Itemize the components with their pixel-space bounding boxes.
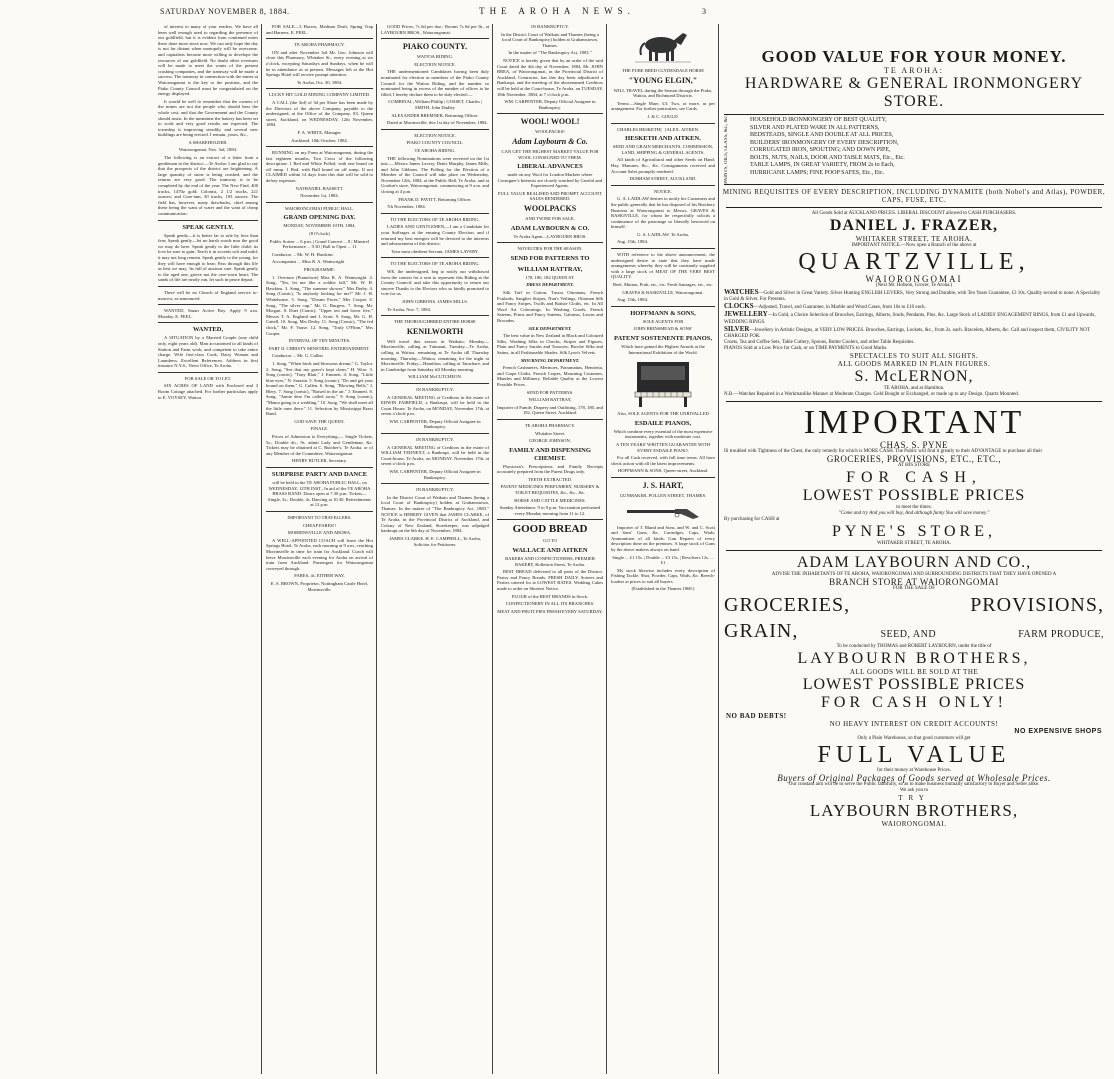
horse-name: "YOUNG ELGIN,"	[628, 75, 698, 85]
farm-word: FARM PRODUCE,	[1018, 629, 1104, 641]
withdrawal-letter: WE, the undersigned, beg to notify our withdrawal from the contest for a seat to represent this Riding at the County Council, and take this opportunity to return our sincere Thanks to the Electors who so kindly promised to vote for us.	[381, 269, 489, 297]
goods-text: —Jewellery in Artistic Designs, at VERY LOW PRICES. Brooches, Earrings, Lockets, &c., from 2s. each. Bracelets, Alberts, &c. Call and inspect them, CIVILITY NOT CHARGED FOR.	[724, 327, 1090, 339]
groceries-row	[720, 592, 1108, 618]
news-item: The following is an extract of a letter from a gentleman in the district:—Te Aroha: I am glad to say that the prospects of the district are brightening. A large quantity of stone is being crushed, and the returns are very good. The tramway is to be completed by the end of the year. The New Find, 400 trucks, 1470z gold; Colonist, 2 1/2 trucks, 221 ounces; and Cure-tam, 30 trucks, 103 ounces. The field has, however, many drawbacks, chief among these being the want of water and the want of cheap communication.	[158, 155, 258, 216]
bankruptcy-court: In the District Court of Waikato and Thames (being a local Court of Bankruptcy) holden at Grahamstown, Thames.	[501, 31, 599, 48]
conducted-by: To be conducted by THOMAS and ROBERT LAYBOURN, under the title of	[836, 644, 992, 650]
also-agents: Also, SOLE AGENTS FOR THE UNRIVALLED	[617, 411, 709, 417]
waiorongomai-2: WAIORONGOMAI.	[881, 820, 947, 829]
rattray-text: Importer of Family Drapery and Outfitting, 178, 180, and 182, Queen Street, Auckland.	[497, 404, 603, 416]
wool-title: WOOL! WOOL!	[520, 117, 580, 127]
issue-date: SATURDAY NOVEMBER 8, 1884.	[160, 7, 290, 16]
auckland-prices: All Goods Sold at AUCKLAND PRICES. LIBERAL DISCOUNT allowed to CASH PURCHASERS.	[811, 210, 1017, 216]
plain-figures: ALL GOODS MARKED IN PLAIN FIGURES.	[837, 360, 991, 369]
divider	[726, 401, 1102, 402]
column-5	[608, 24, 718, 1074]
flour: FLOUR of the BEST BRANDS in Stock.	[511, 593, 589, 599]
bakery: BAKERS AND CONFECTIONERS, PREMIER BAKERY, Rolleston Street, Te Aroha.	[505, 556, 595, 567]
partner-left: CHARLES HESKETH]	[617, 126, 662, 132]
gun-illustration	[623, 502, 703, 522]
returning-officer: ALEXANDER BREMNER, Returning Officer.	[391, 112, 479, 118]
firm-name: HESKETH AND AITKEN.	[625, 135, 701, 143]
nominations: THE following Nominations were received on the 1st inst.:—Messrs James Lavery, Denis Murphy, James Mills, and John Gibbons. The Polling for the Election of a Member of the Council will take place on Wednesday, November 12th, 1884, at the Public Hall, Te Aroha, and at Gordon's store, Waiorongomai, commencing at 9 a.m. and closing at 4 p.m.	[381, 155, 489, 195]
horse-route: Will travel this season in Waikato: Monday—Morrinsville, calling at Tatuanui, Tuesday—Te Aroha, calling at Waitoa, remaining at Te Aroha till Thursday morning. Thursday—Waitoa, remaining for the night at Morrinsville. Friday—Hamilton, calling at Tauwhare, and in Cambridge from Saturday till Monday morning.	[381, 338, 489, 372]
bankruptcy-text: NOTICE is hereby given that by an order of the said Court dated the 4th day of November, 1884, Mr. JOHN BREA, of Waiorongomai, in the Provincial District of Auckland, Contractor, has this day been adjudicated a Bankrupt, and the meeting of the abovenamed Creditors will be held at the Court-house, Te Aroha, on TUESDAY, 18th November, 1884, at 7 o'clock p.m.	[497, 57, 603, 97]
divider	[266, 146, 373, 147]
goods-heading: SILVER	[724, 324, 750, 333]
cattle-notice: RUNNING on my Farm at Waiorongomai, during the last eighteen months, Two Cows of the following description: 1 Red and White Polled, with one brand on off rump. 1 Red, with Bull brand on off rump. If not CLAIMED within 14 days from this date will be sold to defray expenses.	[266, 150, 373, 184]
company-sign: F. A. WHITE, Manager.	[297, 129, 342, 135]
pharmacy-notice: ON and after November 3rd Mr. Geo. Johnson will close this Pharmacy, Whitaker St., every evening at six o'clock, excepting Saturdays and Sundays, when he will be in attendance as at present. Messages left at the Hot Springs Hotel will receive prompt attention.	[266, 49, 373, 78]
letter-place: Waiorongomai, Nov. 3rd, 1884.	[178, 147, 238, 153]
poem-title: SPEAK GENTLY.	[182, 223, 234, 231]
partners	[611, 127, 715, 133]
repairs-note: N.B.—Watches Repaired in a Workmanlike Manner at Moderate Charges. Gold Bought or Exchanged, or made up to any Design. Quartz Mounted.	[724, 392, 1020, 398]
divider	[158, 322, 258, 323]
clocks-line	[720, 303, 1108, 311]
company-title: LUCKY HIT GOLD MINING COMPANY LIMITED.	[268, 92, 371, 98]
divider	[381, 129, 489, 130]
no-heavy-interest: NO HEAVY INTEREST ON CREDIT ACCOUNTS!	[829, 720, 999, 729]
waiorongomai: WAIORONGOMAI	[865, 273, 963, 284]
adam-laybourn: ADAM LAYBOURN AND CO.,	[796, 554, 1032, 572]
county-title: PIAKO COUNTY.	[402, 42, 468, 52]
column-3	[378, 24, 492, 1074]
no-expensive-shops: NO EXPENSIVE SHOPS	[1014, 728, 1102, 736]
list-item: BUILDERS' IRONMONGERY OF EVERY DESCRIPTION,	[750, 139, 899, 146]
divider	[381, 257, 489, 258]
no-bad-debts: NO BAD DEBTS!	[726, 712, 787, 721]
teeth: TEETH EXTRACTED.	[527, 476, 573, 482]
lowest-prices: LOWEST POSSIBLE PRICES	[802, 487, 1026, 505]
advances-title: LIBERAL ADVANCES	[517, 163, 583, 171]
fares: FARES, 4s. EITHER WAY.	[294, 573, 345, 579]
frazer-address: WHITAKER STREET, TE AROHA.	[855, 234, 973, 243]
part-two: PART II. CHRISTY MINSTREL ENTERTAINMENT.	[269, 345, 370, 351]
notice-title: NOTICE.	[654, 188, 672, 194]
divider	[381, 433, 489, 434]
hoffmann-name: HOFFMANN & SONS,	[630, 309, 696, 317]
bankruptcy-text: A GENERAL MEETING of Creditors in the estate of WILLIAM TEDNEXT, a Bankrupt, will be held in the Court-house, Te Aroha, on MONDAY, November 17th, at seven o'clock p.m.	[381, 444, 489, 467]
company-notice: A CALL (the 3rd) of 3d per Share has been made by the Directors of the above Company, payable to the undersigned, at the Office of the Company, 83, Queen street, Auckland, on WEDNESDAY, 12th November, 1884.	[266, 99, 373, 128]
watches-line	[720, 289, 1108, 303]
laidlaw-sign: G. A. LAIDLAW. Te Aroha.	[637, 231, 689, 237]
groceries-line: GROCERIES, PROVISIONS, ETC., ETC.,	[826, 454, 1002, 465]
bankruptcy-sign: WM. CARPENTER, Deputy Official Assignee in Bankruptcy.	[504, 99, 596, 110]
wanted-title: WANTED,	[192, 326, 224, 334]
coach-text: A WELL-APPOINTED COACH will leave the Hot Springs Hotel, Te Aroha, each morning at 9 a.m., reaching Morrinsville in time for train for Auckland. Coach will leave Morrinsville each evening for Aroha on arrival of train from Auckland. Passengers for Waiorongomai conveyed through.	[266, 537, 374, 571]
full-value: FULL VALUE	[817, 742, 1011, 769]
column-rule	[261, 24, 262, 1074]
letter-text: It would be well to remember that the owners of the mines are not the people who should bear the whole cost, and that the Government and the County should assist. In the meantime the battery has been set to work and very good results are expected. The township is improving steadily, and several new buildings are being erected. I remain, yours, &c.,	[158, 98, 258, 138]
laidlaw-date: Aug. 15th, 1884.	[617, 239, 649, 245]
pyne-name: CHAS. S. PYNE	[879, 440, 948, 451]
esdaile-pianos: ESDAILE PIANOS,	[634, 419, 692, 427]
grand-date: MONDAY, NOVEMBER 10TH, 1884.	[283, 223, 356, 229]
poem-text: Speak gently—it is better far to rule by love than fear; Speak gently—let no harsh words mar the good we may do here. Speak gently to the little child; its love be sure to gain; Teach it in accents soft and mild; it may not long remain. Speak gently to the young, for they will have enough to bear; Pass through this life as best we may, 'tis full of anxious care. Speak gently to the aged one, grieve not the care-worn heart; The sands of life are nearly run, let such in peace depart.	[158, 232, 258, 283]
company-date: Auckland, 18th October, 1884.	[291, 137, 348, 143]
silk-title: SILK DEPARTMENT.	[528, 325, 572, 331]
branch-notice: IMPORTANT NOTICE.—Now open a Branch of the above at	[851, 242, 977, 248]
divider	[266, 467, 373, 468]
list-item: CORRUGATED IRON, SPOUTING; AND DOWN PIPE,	[750, 147, 891, 153]
hardware-items	[748, 115, 1104, 184]
dress-text: Silk Tuff in Cotton, Tussor Ottomans, French Foulards, Sanglier Stripes, Nun's Veilings, Ottoman Silk and Fancy Stripes, Twills and Batiste Cloths, etc. In All Wool Art Colourings. In Washing Goods, French Sateens, Prints and Fancy Sateens, Galateas, Lawns and Brocades.	[497, 290, 603, 323]
rattray-address: 178, 180, 182 QUEEN ST.	[525, 274, 575, 280]
wool-value: CAN GET THE HIGHEST MARKET VALUE FOR WOOL CONSIGNED TO THEM.	[501, 148, 599, 160]
wanted-ad: WANTED, Smart Active Boy. Apply 9 a.m. Monday. E. PEEL.	[158, 308, 258, 319]
divider	[497, 242, 603, 243]
rattray-name: WILLIAM RATTRAY,	[517, 265, 583, 273]
horse-terms: Terms:—Single Mare, £3; Two, or more, as per arrangement. For further particulars, see Cards.	[611, 100, 715, 112]
pianos-sold: PIANOS Sold at a Low Price for Cash, or on TIME PAYMENTS to Good Marks.	[724, 346, 888, 352]
column-4	[494, 24, 606, 1074]
list-item: HOUSEHOLD IRONMONGERY OF BEST QUALITY,	[750, 117, 887, 123]
all-goods: ALL GOODS WILL BE SOLD AT THE	[849, 668, 979, 677]
laybourn-name: Adam Laybourn & Co.	[512, 136, 588, 146]
mourning-title: MOURNING DEPARTMENT.	[520, 357, 580, 363]
column-2	[263, 24, 376, 1074]
bankruptcy-title: IN BANKRUPTCY.	[416, 386, 454, 392]
try: TRY	[898, 794, 930, 803]
divider	[497, 519, 603, 520]
divider	[497, 113, 603, 114]
election-date: 7th November, 1884.	[387, 204, 426, 210]
groceries-word: GROCERIES,	[724, 594, 851, 617]
bankruptcy-title: IN BANKRUPTCY.	[531, 24, 569, 29]
goods-heading: WATCHES	[724, 287, 759, 296]
grand-doors: (8 O'clock)	[309, 231, 330, 237]
anthem: GOD SAVE THE QUEEN.	[294, 418, 345, 424]
programme-title: PROGRAMME:	[304, 267, 335, 272]
adam-laybourn: ADAM LAYBOURN & CO.	[510, 224, 590, 232]
rattray-name-2: WILLIAM RATTRAY,	[528, 397, 572, 403]
divider	[158, 286, 258, 287]
election-title: ELECTION NOTICE.	[414, 132, 456, 138]
advise-text: ADVISE THE INHABITANTS OF TE AROHA, WAIORONGOMAI AND SURROUNDING DISTRICTS THAT THEY HAVE OPENED A	[771, 572, 1057, 578]
travellers-title: IMPORTANT TO TRAVELLERS.	[287, 514, 352, 520]
warehouse-line: Only a Plain Warehouse, so that good customers will get	[857, 736, 971, 742]
cheap-fares: CHEAP FARES!!	[302, 522, 337, 528]
pharmacy-title: TE AROHA PHARMACY.	[294, 42, 345, 48]
bankruptcy-sign: JAMES CLARKE. H. E. CAMPBELL, Te Aroha, Solicitor for Petitioner.	[389, 535, 481, 547]
hall-title: WAIORONGOMAI PUBLIC HALL.	[284, 205, 355, 211]
woolpacks-title: WOOLPACKS	[523, 204, 577, 214]
quartzville: QUARTZVILLE,	[798, 248, 1030, 275]
divider	[266, 202, 373, 203]
gunmaker: GUNMAKER, POLLEN STREET, THAMES.	[619, 492, 707, 498]
lowest-possible: LOWEST POSSIBLE PRICES	[802, 676, 1026, 694]
horse-owner: WILLIAM McCUTCHEON.	[408, 374, 462, 380]
bankruptcy-matter: In the matter of "The Bankruptcy Act, 1883."	[508, 50, 592, 56]
cattle-sign: NATHANIEL BASSETT.	[295, 185, 344, 191]
partner-right: [ALEX. AITKEN.	[665, 126, 700, 132]
candidate-sign: Your most obedient Servant, JAMES LAVERY.	[391, 248, 479, 254]
important-heading: IMPORTANT	[803, 404, 1025, 442]
horse-illustration	[633, 27, 693, 65]
list-item: SILVER AND PLATED WARE IN ALL PATTERNS,	[750, 124, 880, 131]
pynes-store: PYNE'S STORE,	[832, 523, 996, 541]
riding: TE AROHA RIDING.	[414, 147, 456, 153]
electors-title: TO THE ELECTORS OF TE AROHA RIDING.	[390, 261, 480, 267]
guarantee: A TEN YEARS' WRITTEN GUARANTEE WITH EVERY ESDAILE PIANO.	[616, 441, 710, 453]
letter-signoff: A SHAREHOLDER.	[188, 139, 228, 145]
accompanist: Accompanist ... Miss R. A. Wainwright	[272, 259, 345, 265]
advances-text: made on any Wool for London Markets where Consigner's Interests are closely watched by Careful and Experienced Agents.	[497, 172, 603, 189]
pies: MEAT AND FRUIT PIES FRESH EVERY SATURDAY.	[497, 608, 603, 614]
horse-title: THE PURE BRED CLYDESDALE HORSE	[621, 68, 705, 73]
laybourn-brothers-2: LAYBOURN BROTHERS,	[809, 801, 1019, 821]
council: PIAKO COUNTY COUNCIL.	[406, 140, 464, 146]
for-sale-of: FOR THE SALE OF	[893, 586, 935, 592]
election-title: ELECTION NOTICE.	[414, 61, 456, 67]
hardware-list	[724, 114, 1104, 185]
brinsmead: JOHN BRINSMEAD & SONS'	[633, 326, 693, 332]
silk-text: The best value in New Zealand in Black and Coloured Silks, Washing Silks in Checks, Stripes and Figures, Plain and Fancy Surahs and Tussores, Broche Silks and Satins, in all Fashionable Shades. Silk Lyon's Velvets.	[497, 333, 603, 355]
finale: FINALE.	[310, 426, 329, 432]
meats: Beef, Mutton, Pork, etc., etc. Fresh Sausages, etc., etc.	[612, 282, 713, 288]
fishing: My stock likewise includes every description of Fishing Tackle. Shot, Powder, Caps, Wads, &c. Breech-loaders at prices to suit all buyers.	[611, 567, 715, 584]
masthead	[0, 0, 1114, 22]
divider	[497, 419, 603, 420]
bankruptcy-text: In the District Court of Waikato and Thames (being a local Court of Bankruptcy) holden at Grahamstown, Thames. In the matter of "The Bankruptcy Act, 1883." NOTICE is HEREBY GIVEN that JAMES CLARKE, of Te Aroha, in the Provincial District of Auckland, and Colony of New Zealand, Storekeeper, was adjudged bankrupt on the 6th day of November, 1884.	[381, 494, 489, 534]
silver-line	[720, 326, 1108, 340]
seeds-text: All kinds of Agricultural and other Seeds on Hand. Hay, Manures, &c., &c. Consignments received and Account Sales promptly rendered.	[611, 157, 715, 174]
divider	[726, 550, 1102, 551]
withdrawal-sign: JOHN GIBBONS. JAMES MILLS.	[402, 298, 468, 304]
divider	[381, 213, 489, 214]
baker-name: WALLACE AND AITKEN	[512, 547, 588, 555]
provisions-word: PROVISIONS,	[970, 594, 1104, 617]
goods-heading: JEWELLERY	[724, 310, 768, 319]
purchase-line: By purchasing for CASH at	[724, 517, 780, 523]
forsale-ad: FOR SALE—3 Horses, Medium Draft, Spring Trap and Harness. E. PEEL.	[266, 24, 373, 35]
returning-officer: FRANK D. PAVITT, Returning Officer.	[398, 196, 472, 202]
pharmacy-street: Whitaker Street.	[534, 430, 566, 436]
ask-you: We ask you to	[899, 788, 929, 794]
bread-text: BEST BREAD delivered to all parts of the District. Pastry and Fancy Breads. FRESH DAILY. Soirees and Parties catered for at LOWEST RATES. Wedding Cakes made to order on Shortest Notice.	[497, 569, 603, 591]
hart-name: J. S. HART,	[642, 480, 684, 490]
letter-text: of interest to many of your readers. We have all been well enough used to regarding the presence of our goldfield, but it is evident from continued notes there done more since now. We can only hope the day is not far distant when monopoly will be overcome, and capitalists become more willing to develope the resources of our goldfield. No doubt other overtures will be made to meet the wants of the present crushing companies, and the tramway will be made a success. The tramway in connection with the mines at Waiorongomai is the key to the position, and the Piako County Council must be congratulated on the energy displayed.	[158, 24, 258, 97]
interval: INTERVAL OF TEN MINUTES.	[288, 338, 351, 344]
divider	[381, 38, 489, 39]
divider	[158, 304, 258, 305]
divider	[611, 185, 715, 186]
divider	[381, 383, 489, 384]
agent: Te Aroha Agent—LAYBOURN BROS.	[513, 233, 587, 239]
confectionery: CONFECTIONERY IN ALL ITS BRANCHES.	[505, 601, 595, 607]
for-money: for their money at Warehouse Prices.	[877, 768, 951, 774]
send-patterns: SEND FOR PATTERNS TO	[510, 254, 590, 262]
display-ads	[720, 48, 1108, 1073]
grand-list: Public Soiree ... 6 p.m. | Grand Concert ... 8 | Minstrel Performance ... 9.30 | Ball to Open ... 11	[269, 238, 370, 250]
vertical-label: PAINTS, OILS, GLASS, &c., &c.	[724, 115, 729, 184]
bankruptcy-title: IN BANKRUPTCY.	[416, 437, 454, 443]
divider	[611, 306, 715, 307]
horse-medicines: HORSE AND CATTLE MEDICINES.	[514, 497, 586, 503]
constant-aim: Our constant aim will be to serve the Public faithfully, so as to make business mutually satisfactory to Buyer and Seller alike.	[788, 782, 1040, 788]
forsale-title: FOR SALE OR TO LET.	[184, 375, 232, 381]
dress-title: DRESS DEPARTMENT.	[526, 282, 574, 288]
mclernon-place: TE AROHA, and at Hamilton.	[883, 386, 945, 392]
patent-pianos: PATENT SOSTENENTE PIANOS,	[613, 335, 713, 342]
grain-row	[720, 618, 1108, 644]
secretary: HENRY BUTLER, Secretary.	[292, 458, 347, 464]
grand-title: GRAND OPENING DAY.	[283, 214, 356, 222]
divider	[611, 123, 715, 124]
mining-requisites: MINING REQUISITES OF EVERY DESCRIPTION, INCLUDING DYNAMITE (both Nobel's and Atlas), POWDER, CAPS, FUSE, ETC.	[722, 187, 1106, 204]
awards: Which have gained the Highest Awards at the International Exhibition of the World.	[621, 344, 705, 355]
good-bread: GOOD BREAD	[512, 523, 588, 536]
pharmacy-title: TE AROHA PHARMACY.	[524, 422, 576, 428]
hours: Sunday Attendance, 9 to 9 p.m. Vaccination performed every Monday morning from 11 to 12.	[499, 505, 601, 516]
good-value-heading: GOOD VALUE FOR YOUR MONEY.	[761, 48, 1067, 66]
pyne-address: WHITAKER STREET, TE AROHA.	[877, 541, 951, 547]
divider	[266, 38, 373, 39]
goods-heading: CLOCKS	[724, 302, 754, 311]
conductor: Conductor ... Mr. G. Cullen	[272, 353, 323, 359]
hardware-heading: HARDWARE & GENERAL IRONMONGERY STORE.	[744, 75, 1084, 110]
church-notice: There will be no Church of England service to-morrow, as announced.	[158, 289, 258, 301]
cruets: Cruets, Tea and Coffee Sets, Table Cutlery, Spoons, Butter Coolers, and other Table Requisites.	[724, 340, 915, 346]
hart-text: Importer of T. Bland and Sons, and W. and C. Scott and Sons' Guns, &c. Cartridges, Caps, Wads, Ammunition of all kinds. Gun Repairs of every description done on the premises. A large stock of Guns by the above makers always on hand.	[611, 524, 715, 552]
bankruptcy-title: IN BANKRUPTCY.	[416, 487, 454, 493]
divider	[266, 88, 373, 89]
horse-owner: J. & C. GOULD.	[647, 113, 679, 119]
pyne-text: IS troubled with Tightness of the Chest, the only remedy for which is MORE CASH. The Public will find it greatly to their ADVANTAGE to purchase all their	[724, 449, 1043, 455]
divider	[266, 511, 373, 512]
horse-route: WILL TRAVEL during the Season through the Piako, Waitoa, and Richmond Districts.	[613, 87, 713, 99]
pharmacy-date: Te Aroha, Oct. 30, 1884.	[296, 79, 343, 85]
grain-word: GRAIN,	[724, 620, 799, 643]
divider	[381, 315, 489, 316]
goods-text: —In Gold, a Choice Selection of Brooches, Earrings, Alberts, Studs, Pendants, Pins, &c. Large Stock of LADIES' ENGAGEMENT RINGS, from £1 and Upwards, WEDDING RINGS.	[724, 313, 1096, 325]
cattle-date: November 1st, 1884.	[300, 193, 339, 199]
firm-description: SEED AND GRAIN MERCHANTS, COMMISSION, LAND, SHIPPING & GENERAL AGENTS.	[612, 144, 714, 155]
divider	[381, 483, 489, 484]
te-aroha: TE AROHA:	[884, 66, 944, 75]
divider	[158, 220, 258, 221]
mclernon-name: S. McLERNON,	[854, 368, 974, 386]
chemist-title: FAMILY AND DISPENSING CHEMIST.	[509, 446, 591, 462]
jewellery-line	[720, 311, 1108, 325]
mourning-text: French Cashmeres, Merinoes, Parramattas, Henrietta, and Crape Cloths, French Crapes, Mourning Costumes, Mantles and Millinery. Reliable Quality at the Lowest Possible Prices.	[497, 365, 603, 387]
graves-sign: GRAVES & BASKIVILLE, Waiorongomai.	[622, 289, 704, 295]
election-date: Dated at Morrinsville, this 1st day of November, 1884.	[387, 120, 488, 126]
graves-date: Aug. 15th, 1884.	[617, 297, 649, 303]
forsale-ad: SIX ACRES OF LAND with Enclosed and 3 Room Cottage attached. For further particulars apply to E. VOYSEY, Waitoa.	[158, 383, 258, 400]
twine: AND TWINE FOR SALE.	[525, 216, 575, 222]
divider	[726, 207, 1102, 208]
novelties: NOVELTIES FOR THE SEASON.	[517, 246, 583, 252]
list-item: HURRICANE LAMPS; FINE POOP SAFES, Etc., Etc.	[750, 169, 885, 176]
page-number: 3	[702, 7, 707, 16]
list-item: BEDSTEADS, SINGLE AND DOUBLE AT ALL PRICES,	[750, 132, 894, 138]
goods-text: —Gold and Silver in Great Variety. Silver Hunting ENGLISH LEVERS, Very Strong and Durable, with Ten Years Guarantee, £3 10s. Quality second to none. A Speciality in Gold & Silver. For Presents.	[724, 290, 1101, 302]
gun-prices: Single ... £1 15s. | Double ... £3 15s. | Revolvers 12s. ... £1	[612, 554, 714, 566]
column-1	[155, 24, 261, 1074]
programme: 1. Song, "When birds and blossoms dream," G. Taylor. 2. Song, "See that my grave's kept clean," H. Wise. 3. Song (comic), "Tony Blair," J. Emmett. 4. Song, "Little blue eyes," N. Sarazin. 5. Song (comic), "Do and get your hound on them," G. Cullen. 6. Song, "Blowing Bells," J. Blery. 7. Song (comic), "Raised in the air." J. Emmett. 8. Song, "Annie dear I'm called away." 9. Song (comic), "Mama going to a wedding." 10. Song, "We shall meet all the little ones there." 11. Selection by Mississippi Brass Band.	[266, 360, 373, 417]
column-rule	[718, 24, 719, 1074]
laybourn-brothers: LAYBOURN BROTHERS,	[797, 650, 1031, 668]
spectacles: SPECTACLES TO SUIT ALL SIGHTS.	[849, 352, 979, 361]
route: MORRINSVILLE AND AROHA.	[287, 530, 352, 536]
piano-illustration	[631, 358, 695, 408]
established: (Established in the Thames 1868.)	[631, 586, 695, 592]
sole-agents: SOLE AGENTS FOR	[642, 318, 684, 324]
horse-title: THE THOROUGHBRED ENTIRE HORSE	[394, 319, 476, 325]
programme: 1. Overture (Pianoforte) Miss R. A. Wainwright. 2. Song, "Yes, let me like a soldier fall," Mr. W. H. Hawkins. 3. Song, "The summer shower." Mrs Derby. 4. Song (Comic), "Is anybody looking for me?" Mr. J. H. Whitehouse. 5. Song, "Dream Faces," Mrs Cooper. 6. Song, "The silver cup," Mr. G. Burgess. 7. Song, Mr. Morgan. 8. Duet (Comic), "Upper ten and lower five," Messrs T. A. England and J. Scott. 9. Song, Mr. G. H. Cattell. 10. Song, Mrs Derby. 11. Song (Comic), "The fed chick," Mr. F. Vause. 12. Song, "Truly O'Flinn," Mrs Cooper.	[266, 274, 373, 336]
prices: Prices of Admission to Everything:— Single Tickets, 5s.; Double do., 9s. admit Lady and Gentleman, &c. Tickets may be obtained at C. Butcher's, Te Aroha, or of any Member of the Committee, Waiorongomai.	[266, 434, 373, 456]
divider	[611, 477, 715, 478]
for-cash: FOR CASH,	[846, 469, 982, 487]
esdaile-text: Which combine every essential of the most expensive instruments, together with moderate cost.	[613, 428, 713, 440]
wanted-ad: A SITUATION by a Married Couple (one child only, eight years old). Man accustomed to all kinds of Station and Farm work, and competent to take entire charge. Wife first-class Cook, Dairy Woman and Laundress. Excellent References. Address in first instance N.Y.S., News Office, Te Aroha.	[158, 335, 258, 369]
laidlaw-notice: G. A. LAIDLAW desires to notify his Customers and the public generally that he has disposed of his Butchery Business at Waiorongomai to Messrs. GRAVES & BASKIVILLE, for whom he respectfully solicits a continuance of the patronage so liberally bestowed on himself.	[611, 196, 715, 230]
for-cash-only: FOR CASH ONLY!	[821, 694, 1007, 712]
meet-times: to meet the times.	[896, 505, 932, 511]
elected-names: COMBINAL, William Phillip | GOSSET, Charles | SMITH, John Dudley	[388, 99, 482, 110]
branch-store: BRANCH STORE AT WAIORONGOMAI	[829, 577, 999, 588]
bankruptcy-text: A GENERAL MEETING of Creditors in the estate of EDWIN FAIRFIELD, a Bankrupt, will be held in the Court House, Te Aroha, on MONDAY, November 17th, at seven o'clock p.m.	[381, 394, 489, 417]
electors-title: TO THE ELECTORS OF TE AROHA RIDING.	[390, 216, 480, 222]
bankruptcy-sign: WM. CARPENTER, Deputy Official Assignee in Bankruptcy.	[389, 469, 481, 480]
patent-medicines: PATENT MEDICINES PERFUMERY, NURSERY & TOILET REQUISITES, &c., &c., &c.	[500, 484, 600, 496]
woolpacks-sub: WOOLPACKS!	[535, 129, 565, 135]
proprietor: E. S. BROWN, Proprietor, Nottingham Castle Hotel, Morrinsville.	[270, 580, 369, 592]
hoffmann-address: HOFFMANN & SONS, Queen-street, Auckland.	[617, 468, 709, 474]
divider	[611, 248, 715, 249]
withdrawal-date: Te Aroha, Nov. 7, 1884.	[387, 306, 432, 312]
next-to: (Next Mr. Hobson, Grocer, Te Aroha.)	[875, 282, 953, 288]
election-text: THE undermentioned Candidates having been duly nominated for election as members of the Piako County Council for the Waitoa Riding, and the number so nominated being in excess of the number of offices to be filled, I hereby declare them to be duly elected:—	[381, 69, 489, 97]
surprise-title: SURPRISE PARTY AND DANCE	[271, 471, 368, 478]
goods-text: —Adjusted, Travel, and Guarantee, in Marble and Wood Cases, from 10s to £10 each.	[753, 305, 926, 311]
horse-name: KENILWORTH	[406, 326, 464, 336]
seed-word: SEED, AND	[880, 629, 937, 641]
at-store: AT HIS STORE	[897, 463, 931, 469]
list-item: TABLE LAMPS, IN GREAT VARIETY, FROM 2s to Each,	[750, 162, 895, 168]
column-rule	[376, 24, 377, 1074]
column-rule	[606, 24, 607, 1074]
chemist-name: GEORGE JOHNSON,	[529, 438, 571, 444]
graves-notice: WITH reference to the above announcement, the undersigned desire to state that they have made arrangements whereby they will be constantly supplied with a large stock of MEAT OF THE VERY BEST QUALITY.	[611, 252, 715, 280]
conductor: Conductor ... Mr. W. H. Hawkins	[272, 251, 333, 257]
surprise-text: will be held in the TE AROHA PUBLIC HALL, on WEDNESDAY, 12TH INST., In aid of the TE AROHA BRASS BAND. Doors open at 7.30 p.m. Tickets—Single, 3s.; Double, 4s. Dancing at 10.30. Refreshments at 12 p.m.	[268, 480, 371, 508]
riding: WAITOA RIDING.	[416, 54, 454, 60]
bankruptcy-sign: WM. CARPENTER, Deputy Official Assignee in Bankruptcy.	[389, 418, 481, 430]
send-patterns-2: SEND FOR PATTERNS.	[526, 389, 574, 395]
candidate-letter: LADIES AND GENTLEMEN,—I am a Candidate for your Suffrages at the ensuing County Election, and if returned my best energies will be devoted to the interests and advancement of this district.	[381, 224, 489, 247]
cash-terms: For all Cash received, with full time terms. All have check action with all the latest improvements.	[611, 455, 715, 466]
column-rule	[492, 24, 493, 1074]
paper-title: THE AROHA NEWS.	[479, 6, 635, 16]
firm-address: DURHAM STREET, AUCKLAND.	[629, 176, 697, 182]
verse: "Come and try And you will buy, And although funny You will save money."	[838, 511, 990, 517]
prescriptions: Physician's Prescriptions and Family Receipts accurately prepared from the Purest Drugs only.	[497, 463, 603, 475]
divider	[158, 372, 258, 373]
list-item: BOLTS, NUTS, NAILS, DOOR AND TABLE MATS, Etc., Etc.	[750, 154, 905, 161]
full-value: FULL VALUE REALISED AND PROMPT ACCOUNT SALES RENDERED.	[497, 190, 603, 202]
original-packages: Buyers of Original Packages of Goods served at Wholesale Prices.	[777, 773, 1051, 784]
prices-ad: GOOD Prices, 7s 6d per doz.; Rooms 7s 6d per lb., at LAYBOURN BROS., Waiorongomai.	[381, 24, 489, 35]
frazer-name: DANIEL J. FRAZER,	[829, 216, 999, 234]
go-to: GO TO	[543, 538, 557, 544]
